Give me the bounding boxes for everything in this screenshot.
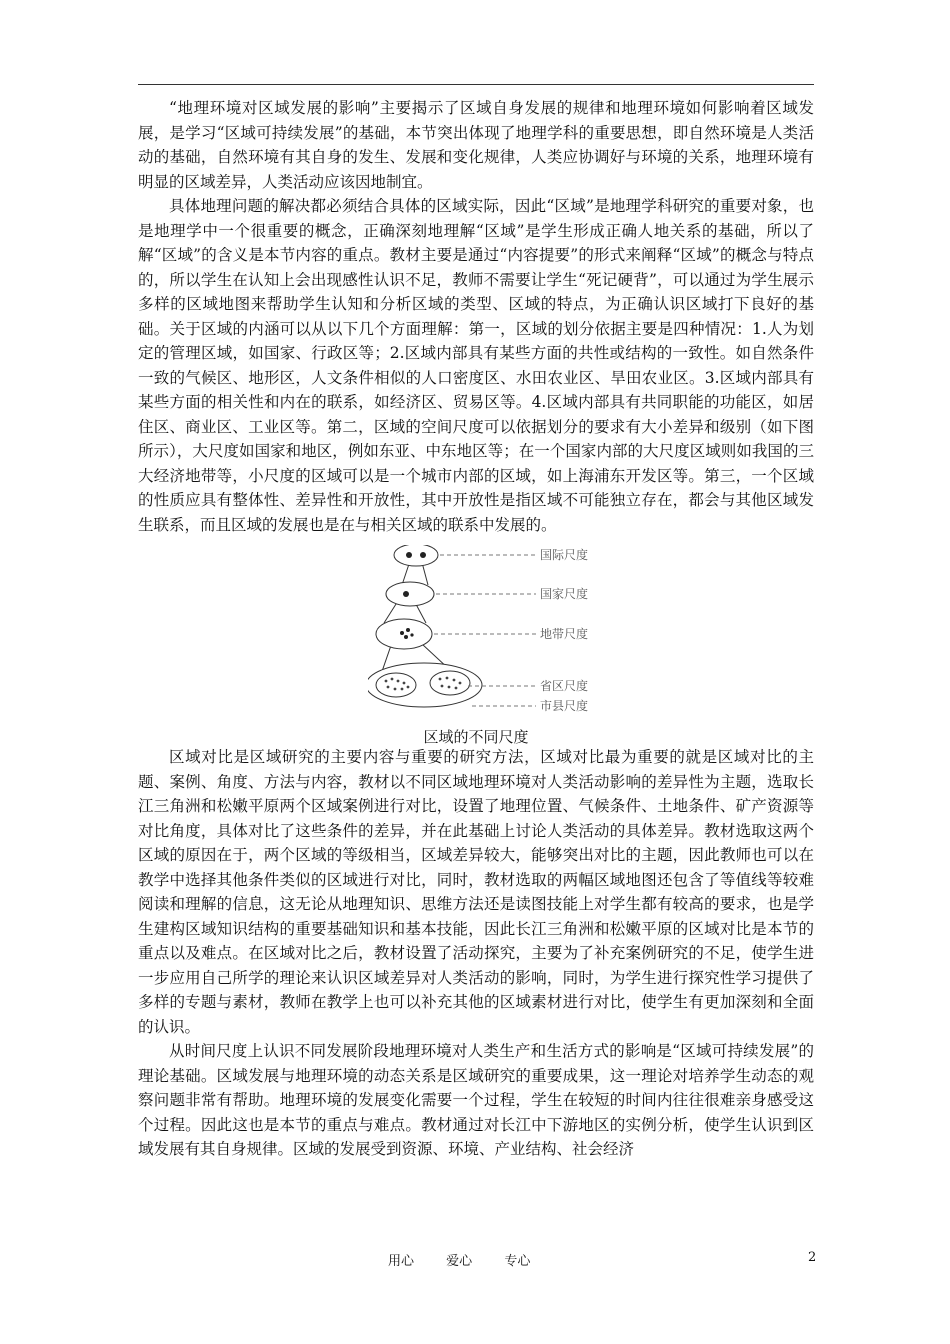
paragraph-1: “地理环境对区域发展的影响”主要揭示了区域自身发展的规律和地理环境如何影响着区域发展，是学习“区域可持续发展”的基础，本节突出体现了地理学科的重要思想，即自然环境是人类活动的基础，自然环境有其自身的发生、发展和变化规律，人类应协调好与环境的关系，地理环境有明显的区域差异，人类活动应该因地制宜。 bbox=[138, 99, 814, 191]
page-number: 2 bbox=[808, 1250, 817, 1265]
figure-caption: 区域的不同尺度 bbox=[423, 728, 529, 746]
paragraph-3: 区域对比是区域研究的主要内容与重要的研究方法，区域对比最为重要的就是区域对比的主题、案例、角度、方法与内容，教材以不同区域地理环境对人类活动影响的差异性为主题，选取长江三角洲和松嫩平原两个区域案例进行对比，设置了地理位置、气候条件、土地条件、矿产资源等对比角度，具体对比了这些条件的差异，并在此基础上讨论人类活动的具体差异。教材选取这两个区域的原因在于，两个区域的等级相当，区域差异较大，能够突出对比的主题，因此教师也可以在教学中选择其他条件类似的区域进行对比，同时，教材选取的两幅区域地图还包含了等值线等较难阅读和理解的信息，这无论从地理知识、思维方法还是读图技能上对学生都有较高的要求，也是学生建构区域知识结构的重要基础知识和基本技能，因此长江三角洲和松嫩平原的区域对比是本节的重点以及难点。在区域对比之后，教材设置了活动探究，主要为了补充案例研究的不足，使学生进一步应用自己所学的理论来认识区域差异对人类活动的影响，同时，为学生进行探究性学习提供了多样的专题与素材，教师在教学上也可以补充其他的区域素材进行对比，使学生有更加深刻和全面的认识。 bbox=[138, 748, 814, 1036]
scale-label-national: 国家尺度 bbox=[540, 587, 589, 601]
footer-motto bbox=[388, 1250, 558, 1269]
header-rule bbox=[138, 84, 814, 85]
scale-label-zone: 地带尺度 bbox=[540, 627, 589, 641]
footer-motto-2: 爱心 bbox=[446, 1254, 473, 1269]
footer-motto-1: 用心 bbox=[388, 1254, 415, 1269]
scale-label-international: 国际尺度 bbox=[540, 548, 589, 562]
paragraph-4: 从时间尺度上认识不同发展阶段地理环境对人类生产和生活方式的影响是“区域可持续发展”的理论基础。区域发展与地理环境的动态关系是区域研究的重要成果，这一理论对培养学生动态的观察问题非常有帮助。地理环境的发展变化需要一个过程，学生在较短的时间内往往很难亲身感受这个过程。因此这也是本节的重点与难点。教材通过对长江中下游地区的实例分析，使学生认识到区域发展有其自身规律。区域的发展受到资源、环境、产业结构、社会经济 bbox=[138, 1042, 814, 1158]
region-scale-figure bbox=[138, 545, 814, 745]
paragraph-2: 具体地理问题的解决都必须结合具体的区域实际，因此“区域”是地理学科研究的重要对象，也是地理学中一个很重要的概念，正确深刻地理解“区域”是学生形成正确人地关系的基础，所以了解“区域”的含义是本节内容的重点。教材主要是通过“内容提要”的形式来阐释“区域”的概念与特点的，所以学生在认知上会出现感性认识不足，教师不需要让学生“死记硬背”，可以通过为学生展示多样的区域地图来帮助学生认知和分析区域的类型、区域的特点，为正确认识区域打下良好的基础。关于区域的内涵可以从以下几个方面理解：第一，区域的划分依据主要是四种情况：1.人为划定的管理区域，如国家、行政区等；2.区域内部具有某些方面的共性或结构的一致性。如自然条件一致的气候区、地形区，人文条件相似的人口密度区、水田农业区、旱田农业区。3.区域内部具有某些方面的相关性和内在的联系，如经济区、贸易区等。4.区域内部具有共同职能的功能区，如居住区、商业区、工业区等。第二，区域的空间尺度可以依据划分的要求有大小差异和级别（如下图所示），大尺度如国家和地区，例如东亚、中东地区等；在一个国家内部的大尺度区域则如我国的三大经济地带等，小尺度的区域可以是一个城市内部的区域，如上海浦东开发区等。第三，一个区域的性质应具有整体性、差异性和开放性，其中开放性是指区域不可能独立存在，都会与其他区域发生联系，而且区域的发展也是在与相关区域的联系中发展的。 bbox=[138, 197, 814, 534]
scale-label-province: 省区尺度 bbox=[540, 679, 589, 693]
scale-label-county: 市县尺度 bbox=[540, 699, 589, 713]
footer-motto-3: 专心 bbox=[504, 1254, 531, 1269]
region-scale-diagram bbox=[368, 545, 748, 723]
document-body bbox=[138, 96, 814, 1162]
